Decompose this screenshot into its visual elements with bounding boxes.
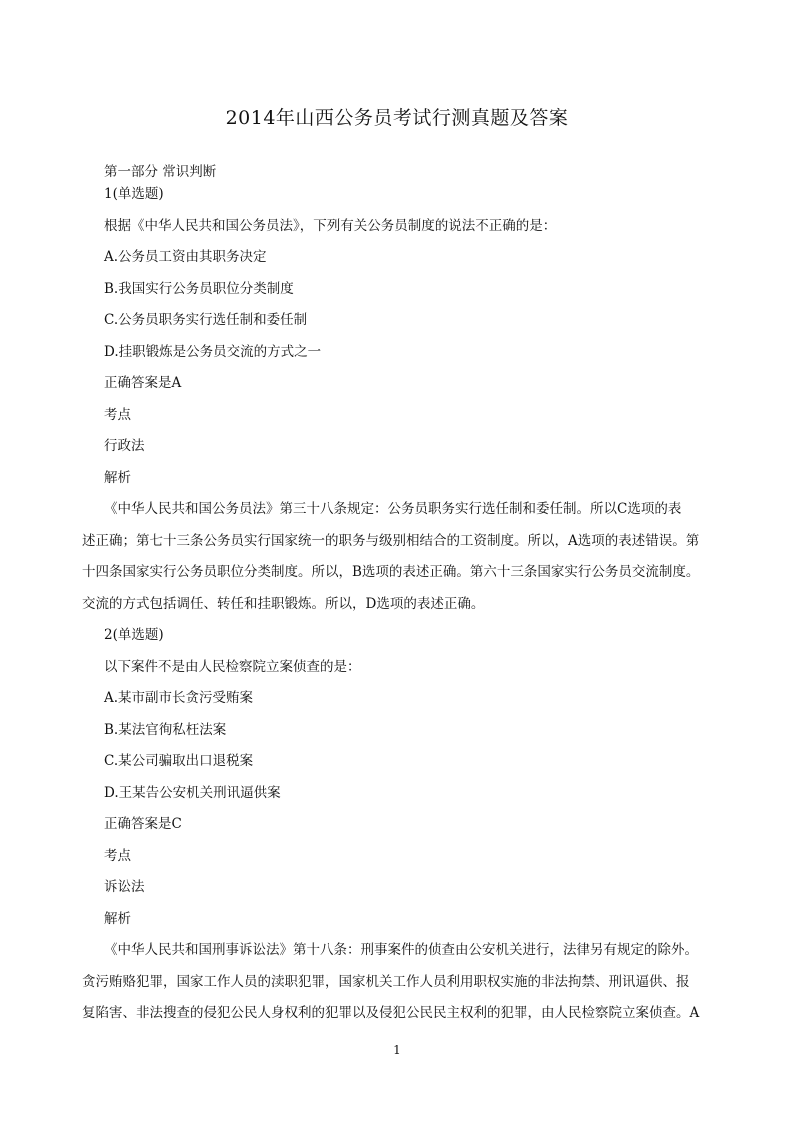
question-2-jiexi-line-1: 《中华人民共和国刑事诉讼法》第十八条：刑事案件的侦查由公安机关进行，法律另有规定的除外。 [104,942,698,958]
question-1-jiexi-line-4: 交流的方式包括调任、转任和挂职锻炼。所以，D选项的表述正确。 [82,595,485,612]
question-1-answer: 正确答案是A [104,375,182,391]
question-1-option-a: A.公务员工资由其职务决定 [104,249,267,265]
question-2-jiexi-label: 解析 [104,910,131,927]
page-number: 1 [393,1043,401,1057]
question-2-option-c: C.某公司骗取出口退税案 [104,753,254,769]
question-2-stem: 以下案件不是由人民检察院立案侦查的是： [104,658,361,675]
question-1-option-c: C.公务员职务实行选任制和委任制 [104,312,308,328]
question-1-option-b: B.我国实行公务员职位分类制度 [104,280,294,297]
question-1-jiexi-line-3: 十四条国家实行公务员职位分类制度。所以，B选项的表述正确。第六十三条国家实行公务员交流制度。 [82,564,700,580]
question-1-stem: 根据《中华人民共和国公务员法》，下列有关公务员制度的说法不正确的是： [104,217,557,234]
question-1-kaodian: 行政法 [104,438,145,454]
question-2-kaodian-label: 考点 [104,847,131,864]
question-2-type: 2(单选题) [104,627,164,643]
question-1-option-d: D.挂职锻炼是公务员交流的方式之一 [104,343,322,360]
question-2-jiexi-line-2: 贪污贿赂犯罪，国家工作人员的渎职犯罪，国家机关工作人员利用职权实施的非法拘禁、刑讯逼供、报 [82,973,690,990]
question-2-option-d: D.王某告公安机关刑讯逼供案 [104,784,281,801]
question-1-type: 1(单选题) [104,186,164,202]
question-2-answer: 正确答案是C [104,816,182,832]
question-1-jiexi-label: 解析 [104,469,131,486]
question-2-jiexi-line-3: 复陷害、非法搜查的侵犯公民人身权利的犯罪以及侵犯公民民主权利的犯罪，由人民检察院立案侦查。A [82,1005,700,1021]
document-body [82,160,716,1033]
question-2-kaodian: 诉讼法 [104,879,145,895]
question-1-jiexi-line-1: 《中华人民共和国公务员法》第三十八条规定：公务员职务实行选任制和委任制。所以C选项的表 [104,501,682,517]
question-2-option-a: A.某市副市长贪污受贿案 [104,690,254,706]
section-heading: 第一部分 常识判断 [104,164,217,180]
question-1-jiexi-line-2: 述正确；第七十三条公务员实行国家统一的职务与级别相结合的工资制度。所以，A选项的表述错误。第 [82,532,700,549]
question-2-option-b: B.某法官徇私枉法案 [104,721,227,738]
document-title: 2014年山西公务员考试行测真题及答案 [225,107,569,129]
question-1-kaodian-label: 考点 [104,406,131,423]
